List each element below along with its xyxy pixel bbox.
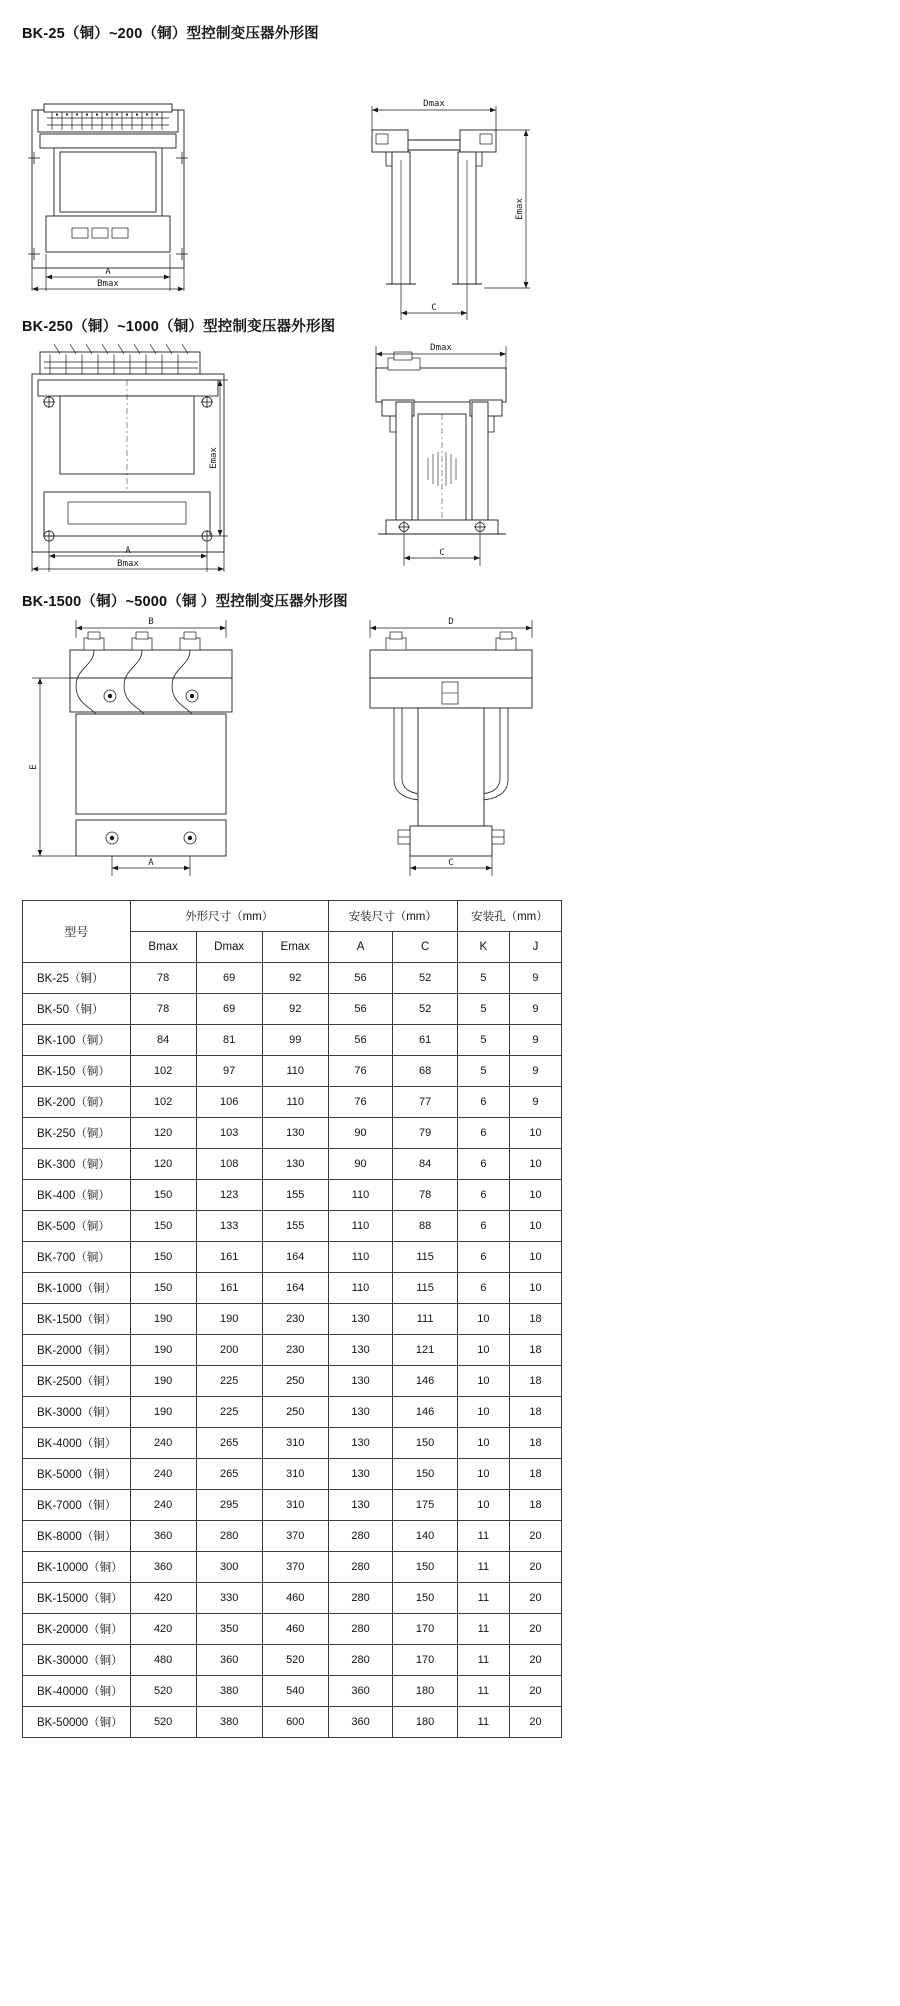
- table-row: [23, 1242, 562, 1273]
- cell-a: 90: [328, 1118, 393, 1149]
- cell-k: 6: [457, 1273, 509, 1304]
- cell-dmax: 190: [196, 1304, 262, 1335]
- table-group-header-row: [23, 901, 562, 932]
- cell-a: 280: [328, 1614, 393, 1645]
- cell-model: BK-30000（铜）: [23, 1645, 131, 1676]
- cell-j: 18: [509, 1490, 561, 1521]
- cell-emax: 155: [262, 1211, 328, 1242]
- cell-model: BK-400（铜）: [23, 1180, 131, 1211]
- cell-model: BK-500（铜）: [23, 1211, 131, 1242]
- cell-j: 20: [509, 1521, 561, 1552]
- cell-c: 170: [393, 1645, 458, 1676]
- cell-model: BK-1000（铜）: [23, 1273, 131, 1304]
- svg-text:C: C: [439, 548, 445, 558]
- header-outline-dims: 外形尺寸（mm）: [130, 901, 328, 932]
- cell-emax: 230: [262, 1335, 328, 1366]
- cell-j: 20: [509, 1676, 561, 1707]
- cell-a: 110: [328, 1180, 393, 1211]
- cell-a: 130: [328, 1459, 393, 1490]
- table-row: [23, 1521, 562, 1552]
- cell-emax: 310: [262, 1428, 328, 1459]
- cell-emax: 130: [262, 1118, 328, 1149]
- cell-bmax: 520: [130, 1676, 196, 1707]
- header-c: C: [393, 932, 458, 963]
- cell-j: 9: [509, 1025, 561, 1056]
- cell-dmax: 280: [196, 1521, 262, 1552]
- spec-table: [22, 900, 562, 1738]
- cell-bmax: 240: [130, 1490, 196, 1521]
- svg-text:Emax: Emax: [209, 447, 219, 469]
- section-title-3: BK-1500（铜）~5000（铜 ）型控制变压器外形图: [22, 594, 348, 610]
- svg-text:A: A: [105, 267, 111, 277]
- cell-dmax: 380: [196, 1707, 262, 1738]
- cell-bmax: 190: [130, 1366, 196, 1397]
- cell-a: 280: [328, 1645, 393, 1676]
- cell-k: 6: [457, 1087, 509, 1118]
- cell-emax: 370: [262, 1552, 328, 1583]
- cell-dmax: 225: [196, 1397, 262, 1428]
- cell-j: 10: [509, 1118, 561, 1149]
- cell-model: BK-15000（铜）: [23, 1583, 131, 1614]
- cell-emax: 230: [262, 1304, 328, 1335]
- cell-emax: 460: [262, 1614, 328, 1645]
- header-install-holes: 安装孔（mm）: [457, 901, 561, 932]
- cell-model: BK-3000（铜）: [23, 1397, 131, 1428]
- cell-k: 6: [457, 1118, 509, 1149]
- cell-bmax: 480: [130, 1645, 196, 1676]
- table-row: [23, 1118, 562, 1149]
- cell-a: 360: [328, 1676, 393, 1707]
- cell-c: 111: [393, 1304, 458, 1335]
- cell-k: 6: [457, 1149, 509, 1180]
- header-j: J: [509, 932, 561, 963]
- cell-emax: 130: [262, 1149, 328, 1180]
- cell-bmax: 150: [130, 1273, 196, 1304]
- cell-c: 150: [393, 1428, 458, 1459]
- cell-c: 121: [393, 1335, 458, 1366]
- cell-bmax: 520: [130, 1707, 196, 1738]
- cell-emax: 155: [262, 1180, 328, 1211]
- cell-dmax: 265: [196, 1428, 262, 1459]
- cell-k: 10: [457, 1304, 509, 1335]
- svg-text:Bmax: Bmax: [97, 279, 119, 289]
- cell-model: BK-40000（铜）: [23, 1676, 131, 1707]
- header-bmax: Bmax: [130, 932, 196, 963]
- cell-j: 18: [509, 1428, 561, 1459]
- cell-emax: 520: [262, 1645, 328, 1676]
- cell-dmax: 295: [196, 1490, 262, 1521]
- cell-a: 130: [328, 1490, 393, 1521]
- cell-bmax: 120: [130, 1118, 196, 1149]
- cell-model: BK-100（铜）: [23, 1025, 131, 1056]
- cell-emax: 310: [262, 1459, 328, 1490]
- cell-dmax: 225: [196, 1366, 262, 1397]
- cell-model: BK-50000（铜）: [23, 1707, 131, 1738]
- section-title-2: BK-250（铜）~1000（铜）型控制变压器外形图: [22, 319, 336, 335]
- cell-k: 11: [457, 1614, 509, 1645]
- cell-c: 88: [393, 1211, 458, 1242]
- cell-c: 52: [393, 963, 458, 994]
- cell-c: 68: [393, 1056, 458, 1087]
- cell-bmax: 420: [130, 1583, 196, 1614]
- table-header: [23, 901, 562, 963]
- spec-table-container: [22, 900, 562, 1738]
- cell-dmax: 103: [196, 1118, 262, 1149]
- cell-dmax: 69: [196, 994, 262, 1025]
- cell-dmax: 106: [196, 1087, 262, 1118]
- cell-k: 11: [457, 1707, 509, 1738]
- cell-c: 115: [393, 1242, 458, 1273]
- cell-model: BK-2000（铜）: [23, 1335, 131, 1366]
- table-row: [23, 1676, 562, 1707]
- svg-text:E: E: [29, 764, 39, 770]
- cell-bmax: 190: [130, 1335, 196, 1366]
- cell-emax: 164: [262, 1273, 328, 1304]
- cell-bmax: 78: [130, 994, 196, 1025]
- cell-model: BK-8000（铜）: [23, 1521, 131, 1552]
- svg-text:C: C: [448, 858, 454, 868]
- cell-model: BK-2500（铜）: [23, 1366, 131, 1397]
- cell-bmax: 120: [130, 1149, 196, 1180]
- table-row: [23, 1707, 562, 1738]
- cell-model: BK-700（铜）: [23, 1242, 131, 1273]
- table-row: [23, 1087, 562, 1118]
- cell-j: 10: [509, 1242, 561, 1273]
- cell-emax: 99: [262, 1025, 328, 1056]
- cell-a: 280: [328, 1521, 393, 1552]
- cell-k: 10: [457, 1335, 509, 1366]
- cell-dmax: 69: [196, 963, 262, 994]
- cell-emax: 110: [262, 1056, 328, 1087]
- table-row: [23, 1304, 562, 1335]
- header-a: A: [328, 932, 393, 963]
- cell-bmax: 78: [130, 963, 196, 994]
- cell-j: 9: [509, 963, 561, 994]
- svg-text:A: A: [148, 858, 154, 868]
- cell-k: 11: [457, 1583, 509, 1614]
- svg-text:B: B: [148, 617, 154, 627]
- table-row: [23, 1583, 562, 1614]
- cell-k: 10: [457, 1366, 509, 1397]
- cell-bmax: 150: [130, 1211, 196, 1242]
- cell-bmax: 190: [130, 1397, 196, 1428]
- cell-j: 18: [509, 1397, 561, 1428]
- cell-emax: 370: [262, 1521, 328, 1552]
- cell-bmax: 190: [130, 1304, 196, 1335]
- cell-j: 20: [509, 1583, 561, 1614]
- cell-a: 76: [328, 1056, 393, 1087]
- cell-emax: 92: [262, 963, 328, 994]
- cell-c: 170: [393, 1614, 458, 1645]
- header-model: 型号: [23, 901, 131, 963]
- table-row: [23, 1645, 562, 1676]
- svg-text:Bmax: Bmax: [117, 559, 139, 569]
- cell-dmax: 81: [196, 1025, 262, 1056]
- cell-emax: 540: [262, 1676, 328, 1707]
- cell-dmax: 161: [196, 1242, 262, 1273]
- cell-k: 6: [457, 1242, 509, 1273]
- table-row: [23, 1614, 562, 1645]
- cell-bmax: 150: [130, 1242, 196, 1273]
- cell-a: 280: [328, 1583, 393, 1614]
- cell-c: 61: [393, 1025, 458, 1056]
- cell-dmax: 108: [196, 1149, 262, 1180]
- table-row: [23, 1025, 562, 1056]
- cell-emax: 110: [262, 1087, 328, 1118]
- cell-bmax: 150: [130, 1180, 196, 1211]
- cell-j: 10: [509, 1273, 561, 1304]
- cell-dmax: 330: [196, 1583, 262, 1614]
- cell-a: 110: [328, 1211, 393, 1242]
- table-row: [23, 1056, 562, 1087]
- cell-j: 18: [509, 1304, 561, 1335]
- cell-j: 9: [509, 1087, 561, 1118]
- cell-c: 140: [393, 1521, 458, 1552]
- cell-a: 56: [328, 994, 393, 1025]
- cell-a: 110: [328, 1242, 393, 1273]
- cell-a: 110: [328, 1273, 393, 1304]
- cell-bmax: 420: [130, 1614, 196, 1645]
- header-dmax: Dmax: [196, 932, 262, 963]
- cell-emax: 600: [262, 1707, 328, 1738]
- cell-j: 10: [509, 1180, 561, 1211]
- cell-k: 10: [457, 1397, 509, 1428]
- table-row: [23, 963, 562, 994]
- cell-a: 76: [328, 1087, 393, 1118]
- cell-bmax: 84: [130, 1025, 196, 1056]
- cell-dmax: 265: [196, 1459, 262, 1490]
- cell-dmax: 300: [196, 1552, 262, 1583]
- cell-a: 280: [328, 1552, 393, 1583]
- cell-dmax: 360: [196, 1645, 262, 1676]
- cell-j: 18: [509, 1459, 561, 1490]
- cell-dmax: 123: [196, 1180, 262, 1211]
- cell-c: 52: [393, 994, 458, 1025]
- cell-a: 56: [328, 1025, 393, 1056]
- cell-k: 10: [457, 1428, 509, 1459]
- cell-model: BK-10000（铜）: [23, 1552, 131, 1583]
- cell-k: 6: [457, 1211, 509, 1242]
- cell-model: BK-5000（铜）: [23, 1459, 131, 1490]
- cell-j: 18: [509, 1335, 561, 1366]
- cell-c: 180: [393, 1676, 458, 1707]
- cell-a: 130: [328, 1335, 393, 1366]
- cell-k: 5: [457, 963, 509, 994]
- table-row: [23, 1211, 562, 1242]
- cell-model: BK-25（铜）: [23, 963, 131, 994]
- cell-k: 11: [457, 1645, 509, 1676]
- cell-c: 146: [393, 1397, 458, 1428]
- header-k: K: [457, 932, 509, 963]
- cell-k: 5: [457, 1025, 509, 1056]
- cell-emax: 250: [262, 1366, 328, 1397]
- table-row: [23, 1335, 562, 1366]
- cell-dmax: 161: [196, 1273, 262, 1304]
- cell-c: 150: [393, 1552, 458, 1583]
- cell-j: 18: [509, 1366, 561, 1397]
- cell-c: 79: [393, 1118, 458, 1149]
- cell-k: 5: [457, 1056, 509, 1087]
- cell-k: 11: [457, 1552, 509, 1583]
- cell-model: BK-250（铜）: [23, 1118, 131, 1149]
- table-row: [23, 1428, 562, 1459]
- cell-j: 20: [509, 1645, 561, 1676]
- cell-dmax: 97: [196, 1056, 262, 1087]
- cell-bmax: 360: [130, 1552, 196, 1583]
- cell-model: BK-200（铜）: [23, 1087, 131, 1118]
- cell-a: 360: [328, 1707, 393, 1738]
- cell-c: 180: [393, 1707, 458, 1738]
- cell-a: 130: [328, 1304, 393, 1335]
- cell-bmax: 240: [130, 1428, 196, 1459]
- table-row: [23, 1490, 562, 1521]
- cell-c: 146: [393, 1366, 458, 1397]
- cell-k: 5: [457, 994, 509, 1025]
- section-title-1: BK-25（铜）~200（铜）型控制变压器外形图: [22, 26, 319, 42]
- cell-a: 56: [328, 963, 393, 994]
- cell-model: BK-150（铜）: [23, 1056, 131, 1087]
- cell-j: 10: [509, 1149, 561, 1180]
- table-row: [23, 1397, 562, 1428]
- cell-bmax: 360: [130, 1521, 196, 1552]
- cell-dmax: 350: [196, 1614, 262, 1645]
- cell-emax: 460: [262, 1583, 328, 1614]
- cell-c: 150: [393, 1583, 458, 1614]
- svg-text:Emax: Emax: [515, 198, 525, 220]
- cell-c: 77: [393, 1087, 458, 1118]
- cell-a: 130: [328, 1428, 393, 1459]
- cell-j: 20: [509, 1707, 561, 1738]
- cell-c: 175: [393, 1490, 458, 1521]
- table-row: [23, 1552, 562, 1583]
- cell-a: 130: [328, 1397, 393, 1428]
- table-row: [23, 1149, 562, 1180]
- table-row: [23, 1459, 562, 1490]
- table-row: [23, 1366, 562, 1397]
- svg-text:A: A: [125, 546, 131, 556]
- cell-j: 9: [509, 994, 561, 1025]
- cell-c: 78: [393, 1180, 458, 1211]
- svg-text:C: C: [431, 303, 437, 313]
- cell-model: BK-1500（铜）: [23, 1304, 131, 1335]
- header-emax: Emax: [262, 932, 328, 963]
- table-row: [23, 1180, 562, 1211]
- cell-bmax: 102: [130, 1056, 196, 1087]
- cell-model: BK-300（铜）: [23, 1149, 131, 1180]
- cell-model: BK-7000（铜）: [23, 1490, 131, 1521]
- cell-j: 9: [509, 1056, 561, 1087]
- cell-model: BK-20000（铜）: [23, 1614, 131, 1645]
- cell-emax: 250: [262, 1397, 328, 1428]
- cell-a: 130: [328, 1366, 393, 1397]
- cell-emax: 310: [262, 1490, 328, 1521]
- cell-dmax: 133: [196, 1211, 262, 1242]
- cell-j: 20: [509, 1614, 561, 1645]
- cell-model: BK-50（铜）: [23, 994, 131, 1025]
- svg-text:D: D: [448, 617, 454, 627]
- cell-k: 11: [457, 1521, 509, 1552]
- svg-text:Dmax: Dmax: [430, 343, 452, 353]
- cell-a: 90: [328, 1149, 393, 1180]
- cell-emax: 164: [262, 1242, 328, 1273]
- cell-bmax: 240: [130, 1459, 196, 1490]
- figure-bk250-1000: [14, 340, 674, 575]
- cell-j: 10: [509, 1211, 561, 1242]
- cell-k: 11: [457, 1676, 509, 1707]
- cell-emax: 92: [262, 994, 328, 1025]
- cell-c: 84: [393, 1149, 458, 1180]
- cell-dmax: 200: [196, 1335, 262, 1366]
- table-row: [23, 994, 562, 1025]
- cell-k: 6: [457, 1180, 509, 1211]
- table-row: [23, 1273, 562, 1304]
- cell-dmax: 380: [196, 1676, 262, 1707]
- cell-k: 10: [457, 1490, 509, 1521]
- figure-bk1500-5000: [14, 612, 674, 882]
- cell-model: BK-4000（铜）: [23, 1428, 131, 1459]
- cell-j: 20: [509, 1552, 561, 1583]
- table-body: [23, 963, 562, 1738]
- cell-k: 10: [457, 1459, 509, 1490]
- header-install-dims: 安装尺寸（mm）: [328, 901, 457, 932]
- cell-bmax: 102: [130, 1087, 196, 1118]
- svg-text:Dmax: Dmax: [423, 99, 445, 109]
- cell-c: 115: [393, 1273, 458, 1304]
- cell-c: 150: [393, 1459, 458, 1490]
- figure-bk25-200: [14, 48, 674, 313]
